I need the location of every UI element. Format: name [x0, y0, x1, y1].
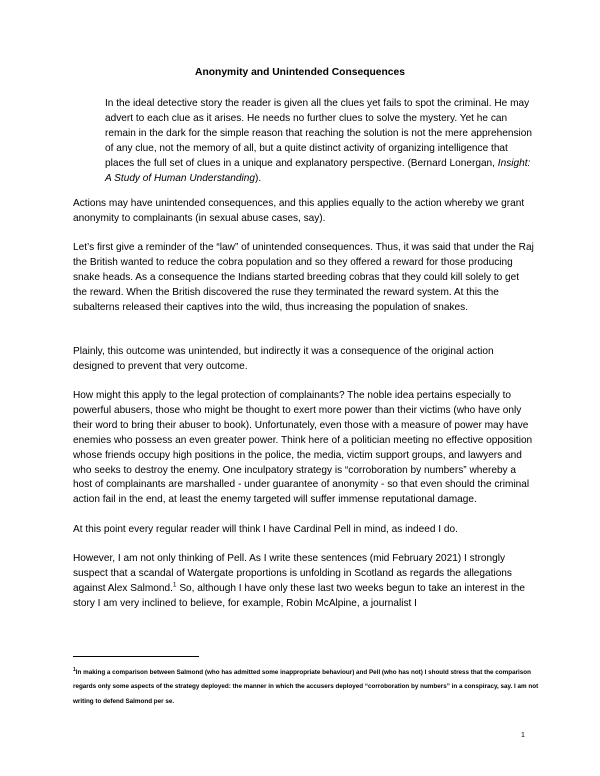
footnote: [73, 666, 543, 709]
paragraph-text-after-note: So, although I have only these last two weeks begun to take an interest in the story I am very inclined to believe, for example, Robin McAlpine, a journalist I: [73, 582, 525, 609]
footnote-text: In making a comparison between Salmond (who has admitted some inappropriate behaviour) and Pell (who has not) I should stress that the comparison regards only some aspects of the strategy deployed: the manner in which the accusers deployed “corroboration by numbers” in a conspiracy, say. I am not writing to defend Salmond per se.: [73, 669, 539, 705]
epigraph-closing: ).: [255, 172, 262, 184]
paragraph: At this point every regular reader will think I have Cardinal Pell in mind, as indeed I do.: [73, 524, 458, 535]
paragraph-text-before-note: However, I am not only thinking of Pell. As I write these sentences (mid February 2021) I strongly suspect that a scandal of Watergate proportions is unfolding in Scotland as regards the allegations against Alex Salmond.: [73, 553, 512, 594]
paragraph: Let’s first give a reminder of the “law” of unintended consequences. Thus, it was said that under the Raj the British wanted to reduce the cobra population and so they offered a reward for those producing snake heads. As a consequence the Indians started breeding cobras that they could kill solely to get the reward. When the British discovered the ruse they terminated the reward system. At this the subalterns released their captives into the wild, thus increasing the population of snakes.: [73, 242, 534, 313]
footnote-divider: [73, 656, 199, 657]
epigraph-source-title: Insight: A Study of Human Understanding: [105, 157, 531, 184]
page-title: Anonymity and Unintended Consequences: [195, 67, 405, 78]
epigraph-text: In the ideal detective story the reader is given all the clues yet fails to spot the criminal. He may advert to each clue as it arises. He needs no further clues to solve the mystery. Yet he can remain in the dark for the simple reason that reaching the solution is not the mere apprehension of any clue, not the memory of all, but a quite distinct activity of organizing intelligence that places the full set of clues in a unique and explanatory perspective. (Bernard Lonergan,: [105, 98, 532, 169]
paragraph: Plainly, this outcome was unintended, but indirectly it was a consequence of the original action designed to prevent that very outcome.: [73, 346, 494, 372]
footnote-reference[interactable]: 1: [172, 581, 177, 589]
paragraph: Actions may have unintended consequences, and this applies equally to the action whereby we grant anonymity to complainants (in sexual abuse cases, say).: [73, 198, 525, 224]
paragraph: How might this apply to the legal protection of complainants? The noble idea pertains especially to powerful abusers, those who might be thought to exert more power than their victims (who have only their word to bring their abuser to book). Unfortunately, even those with a measure of power may have enemies who possess an even greater power. Think here of a politician meeting no effective opposition whose friends occupy high positions in the police, the media, victim support groups, and lawyers and who seeks to destroy the enemy. One inculpatory strategy is “corroboration by numbers” whereby a host of complainants are marshalled - under guarantee of anonymity - so that even should the criminal action fail in the end, at least the enemy targeted will suffer immense reputational damage.: [73, 390, 533, 506]
footnote-marker: 1: [73, 666, 76, 673]
epigraph-quote: [105, 97, 535, 186]
paragraph-with-footnote-ref: [73, 552, 535, 612]
page-number: 1: [521, 732, 525, 739]
